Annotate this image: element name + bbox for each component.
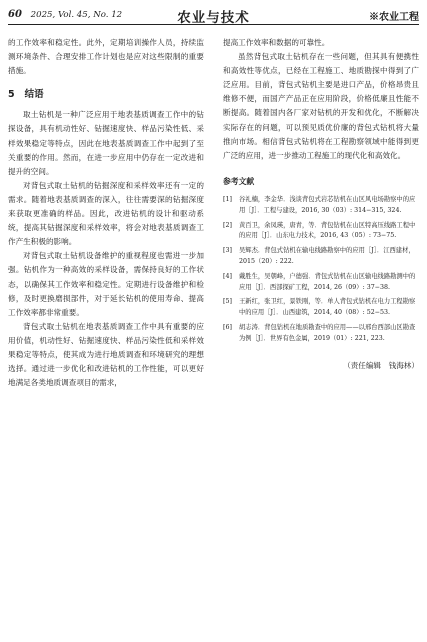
journal-title: 农业与技术: [177, 10, 250, 26]
reference-number: [5]: [223, 298, 232, 306]
reference-item: [223, 195, 419, 217]
reference-text: 王新红，张卫红，景铁刚，等．单人背包式钻机在电力工程勘察中的应用［J］．山西建筑，2014, 40（08）: 52−53.: [239, 298, 416, 317]
reference-text: 胡志涛．背包钻机在地质勘查中的应用——以邢台西部山区勘查为例［J］．世界有色金属，2019（01）: 221, 223.: [239, 323, 416, 342]
reference-item: [223, 297, 419, 319]
reference-text: 戴胜生，吴朝峰，户德强．背包式钻机在山区输电线路勘测中的应用［J］．西部探矿工程，2014, 26（09）: 37−38.: [239, 272, 416, 291]
reference-number: [4]: [223, 272, 232, 280]
page-number: 60: [8, 9, 22, 20]
reference-number: [1]: [223, 195, 232, 203]
reference-item: [223, 323, 419, 345]
reference-text: 黄百卫，余凤瑛，唐青，等．背包钻机在山区特高压线路工程中的应用［J］．山东电力技术，2016, 43（05）: 73−75.: [239, 221, 416, 240]
reference-text: 吴辉杰．背包式钻机在输电线路勘察中的应用［J］．江西建材，2015（20）: 222.: [239, 247, 415, 265]
page-header: [8, 6, 419, 26]
right-column: [223, 36, 419, 373]
left-column: [8, 36, 204, 390]
reference-item: [223, 272, 419, 294]
paragraph-continued: 的工作效率和稳定性。此外，定期培训操作人员，持续监测环境条件、合理安排工作计划也是应对这些限制的重要措施。: [8, 38, 204, 76]
reference-number: [3]: [223, 247, 232, 255]
conclusion-paragraph-3: 对背包式取土钻机设备维护的重视程度也需进一步加强。钻机作为一种高效的采样设备，需保持良好的工作状态，以确保其工作效率和稳定性。定期进行设备维护和检修，及时更换磨损部件，对于延长钻机的使用寿命、提高工作效率都非常重要。: [8, 251, 204, 317]
section-heading: [8, 88, 204, 102]
column-label: ※农业工程: [369, 12, 419, 23]
reference-list: [223, 195, 419, 345]
paragraph-continued-right: 提高工作效率和数据的可靠性。: [223, 38, 330, 47]
section-number: 5: [8, 89, 15, 101]
conclusion-paragraph-2: 对背包式取土钻机的钻掘深度和采样效率还有一定的需求。随着地表基质调查的深入，往往需要深的钻掘深度来获取更准确的样品。因此，改进钻机的设计和驱动系统，提高其钻掘深度和采样效率，将会对地表基质调查工作产生积极的影响。: [8, 180, 204, 247]
reference-item: [223, 221, 419, 243]
reference-number: [2]: [223, 221, 232, 229]
header-rule: [8, 24, 419, 25]
conclusion-paragraph-4: 背包式取土钻机在地表基质调查工作中具有重要的应用价值，机动性好、钻掘速度快、样品污染性低和采样效果稳定等特点，使其成为进行地质调查和环境研究的理想选择。通过进一步优化和改进钻机的工作性能，可以更好地满足各类地质调查项目的需求，: [8, 321, 204, 388]
issue-label: 2025, Vol. 45, No. 12: [30, 10, 123, 20]
reference-text: 谷礼楠，李金华．浅谈背包式岩芯钻机在山区风电场勘察中的应用［J］．工程与建设，2016, 30（03）: 314−315, 324.: [239, 195, 416, 214]
reference-item: [223, 246, 419, 268]
section-title: 结语: [24, 89, 44, 101]
conclusion-paragraph-5: 虽然背包式取土钻机存在一些问题，但其具有便携性和高效性等优点，已经在工程施工、地质勘探中得到了广泛应用。目前，背包式钻机主要是进口产品，价格昂贵且维修不便，而国产产品正在应用阶段，价格低廉且性能不断提高。随着国内各厂家对钻机的开发和优化，不断解决实际存在的问题，可以预见质优价廉的背包式钻机将大量推向市场。相信背包式钻机将在工程勘察领域中能得到更广泛的应用，进一步推动工程施工的现代化和高效化。: [223, 52, 419, 160]
responsible-editor: （责任编辑 钱海林）: [343, 360, 419, 370]
reference-number: [6]: [223, 323, 232, 331]
references-heading: 参考文献: [223, 176, 255, 186]
conclusion-paragraph-1: 取土钻机是一种广泛应用于地表基质调查工作中的钻探设备，具有机动性好、钻掘速度快、样品污染性低、采样效果稳定等特点，因此在地表基质调查工作中起到了至关重要的作用。然而，在进一步应用中仍存在一定改进和提升的空间。: [8, 110, 204, 176]
